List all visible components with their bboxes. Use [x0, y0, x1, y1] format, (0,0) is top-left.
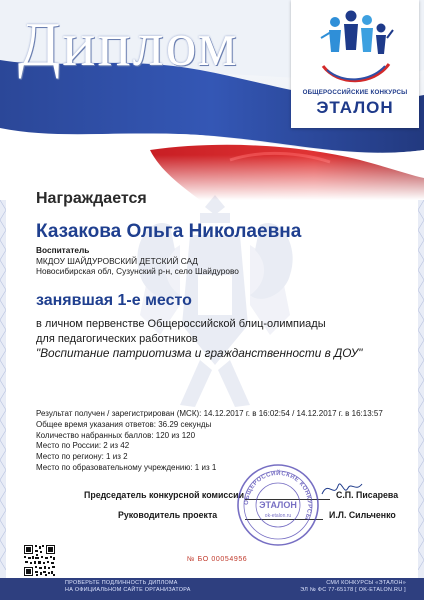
diploma-title: Диплом	[18, 11, 239, 79]
footer-left-line-2: НА ОФИЦИАЛЬНОМ САЙТЕ ОРГАНИЗАТОРА	[65, 587, 191, 593]
logo-subtitle: ОБЩЕРОССИЙСКИЕ КОНКУРСЫ	[302, 89, 408, 96]
stamp-ring-text: ОБЩЕРОССИЙСКИЕ КОНКУРСЫ	[243, 470, 313, 521]
left-border-pattern	[0, 200, 6, 578]
recipient-organization: МКДОУ ШАЙДУРОВСКИЙ ДЕТСКИЙ САД	[36, 255, 198, 266]
footer-verify-text	[65, 580, 191, 594]
etalon-logo	[291, 0, 419, 128]
stamp-center-text: ЭТАЛОН	[259, 500, 297, 510]
place-title: занявшая 1-е место	[36, 292, 192, 309]
recipient-role: Воспитатель	[36, 245, 90, 255]
footer-right-line-1: СМИ КОНКУРСЫ «ЭТАЛОН»	[326, 580, 406, 586]
logo-name: ЭТАЛОН	[316, 98, 394, 117]
official-stamp	[236, 463, 320, 547]
logo-people-icon	[313, 8, 397, 88]
results-block	[36, 409, 383, 474]
chair-title: Председатель конкурсной комиссии	[84, 490, 244, 500]
result-line: Место по России: 2 из 42	[36, 441, 130, 451]
result-line: Место по региону: 1 из 2	[36, 452, 128, 462]
competition-theme: "Воспитание патриотизма и гражданственности в ДОУ"	[36, 346, 363, 360]
recipient-name: Казакова Ольга Николаевна	[36, 221, 302, 242]
right-border-pattern	[418, 200, 424, 578]
competition-info	[36, 317, 362, 361]
head-title: Руководитель проекта	[118, 510, 218, 520]
result-line: Количество набранных баллов: 120 из 120	[36, 430, 196, 440]
competition-line-2: для педагогических работников	[36, 332, 198, 345]
recipient-address: Новосибирская обл, Сузунский р-н, село Шайдурово	[36, 266, 239, 276]
head-name: И.Л. Сильченко	[329, 510, 396, 520]
handwritten-signature	[320, 476, 364, 502]
stamp-site-text: ok-etalon.ru	[264, 513, 292, 519]
result-line: Место по образовательному учреждению: 1 из 1	[36, 462, 217, 472]
chair-name: С.П. Писарева	[336, 490, 399, 500]
qr-code[interactable]	[23, 544, 56, 577]
recipient-details	[36, 245, 239, 277]
footer-media-text	[300, 580, 406, 594]
footer-left-line-1: ПРОВЕРЬТЕ ПОДЛИННОСТЬ ДИПЛОМА	[65, 580, 178, 586]
awarded-heading: Награждается	[36, 190, 147, 207]
footer-right-line-2: ЭЛ № ФС 77-65178 [ OK-ETALON.RU ]	[300, 587, 406, 593]
result-line: Результат получен / зарегистрирован (МСК): 14.12.2017 г. в 16:02:54 / 14.12.2017 г. в 16:13:57	[36, 409, 383, 418]
competition-line-1: в личном первенстве Общероссийской блиц-олимпиады	[36, 318, 326, 330]
serial-number: № БО 00054956	[187, 556, 248, 563]
result-line: Общее время указания ответов: 36.29 секунды	[36, 419, 212, 429]
